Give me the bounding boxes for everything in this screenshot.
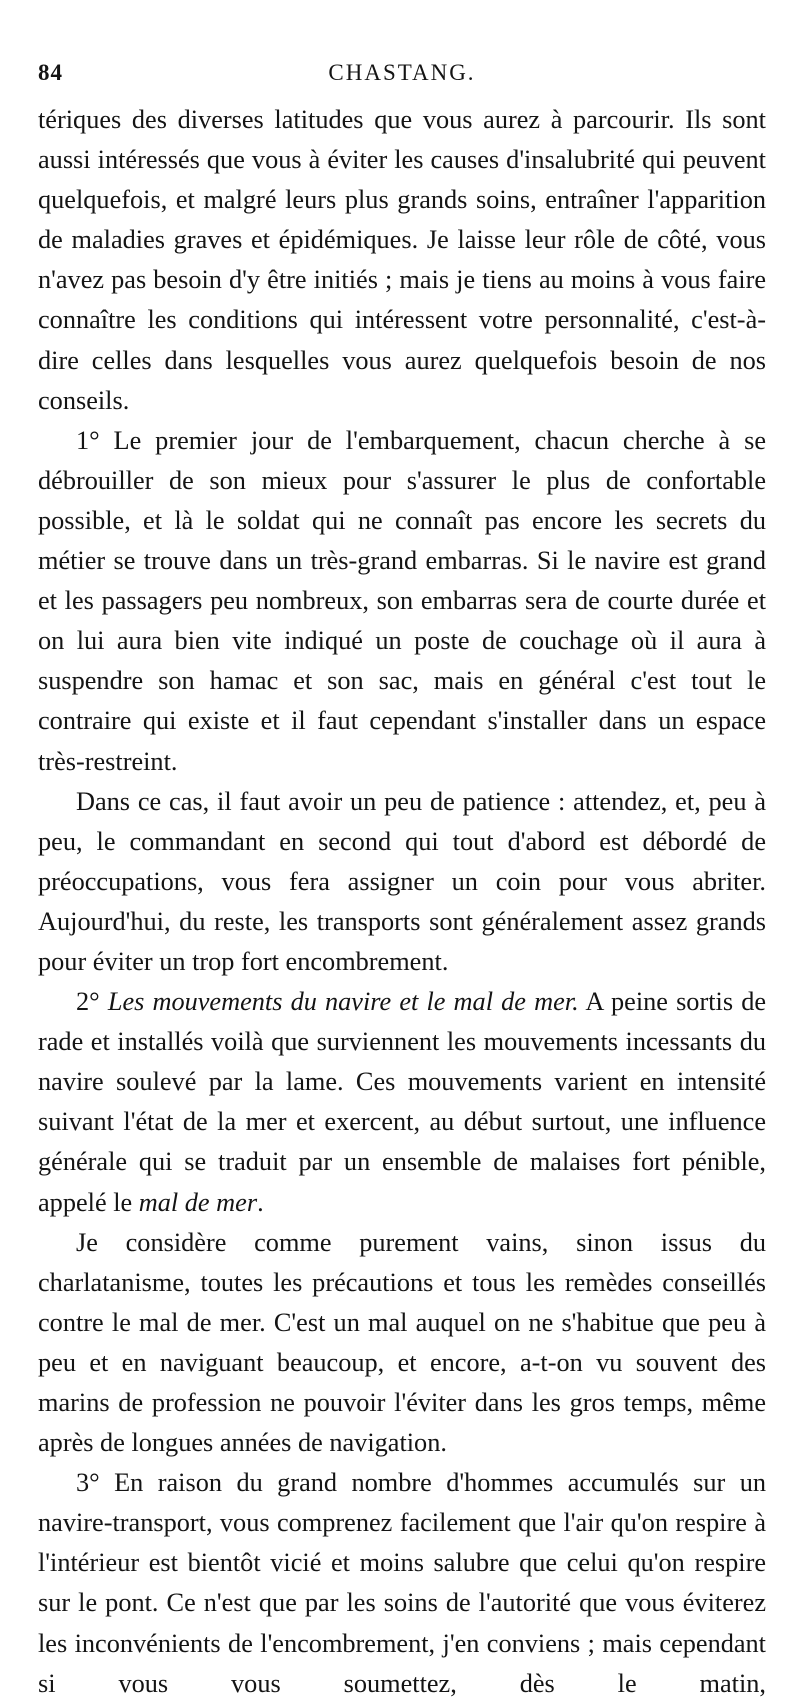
book-page xyxy=(38,60,766,1704)
paragraph-4-end: . xyxy=(257,1187,264,1217)
paragraph-4-text: A peine sortis de rade et installés voilà que surviennent les mouvements incessants du navire soulevé par la lame. Ces mouvements varient en intensité suivant l'état de la mer et exercent, au début surtout, une influence générale qui se traduit par un ensemble de malaises fort pénible, appelé le xyxy=(38,987,767,1217)
section-number: 2° xyxy=(76,987,100,1017)
paragraph-3: Dans ce cas, il faut avoir un peu de patience : attendez, et, peu à peu, le commandant en second qui tout d'abord est débordé de préoccupations, vous fera assigner un coin pour vous abriter. Aujourd'hui, du reste, les transports sont généralement assez grands pour éviter un trop fort encombrement. xyxy=(38,786,766,976)
paragraph-2: 1° Le premier jour de l'embarquement, chacun cherche à se débrouiller de son mieux pour s'assurer le plus de confortable possible, et là le soldat qui ne connaît pas encore les secrets du métier se trouve dans un très-grand embarras. Si le navire est grand et les passagers peu nombreux, son embarras sera de courte durée et on lui aura bien vite indiqué un poste de couchage où il aura à suspendre son hamac et son sac, mais en général c'est tout le contraire qui existe et il faut cependant s'installer dans un espace très-restreint. xyxy=(38,425,766,776)
paragraph-6: 3° En raison du grand nombre d'hommes accumulés sur un navire-transport, vous comprenez facilement que l'air qu'on respire à l'intérieur est bientôt vicié et moins salubre que celui qu'on respire sur le pont. Ce n'est que par les soins de l'autorité que vous éviterez les inconvénients de l'encombrement, j'en conviens ; mais cependant si vous vous soumettez, dès le matin, xyxy=(38,1468,766,1698)
paragraph-1: tériques des diverses latitudes que vous aurez à parcourir. Ils sont aussi intéressés que vous à éviter les causes d'insalubrité qui peuvent quelquefois, et malgré leurs plus grands soins, entraîner l'apparition de maladies graves et épidémiques. Je laisse leur rôle de côté, vous n'avez pas besoin d'y être initiés ; mais je tiens au moins à vous faire connaître les conditions qui intéressent votre personnalité, c'est-à-dire celles dans lesquelles vous aurez quelquefois besoin de nos conseils. xyxy=(38,105,766,415)
page-header xyxy=(38,60,766,100)
running-head: CHASTANG. xyxy=(328,60,476,85)
body-text xyxy=(38,100,766,1704)
page-number: 84 xyxy=(38,60,63,85)
paragraph-4 xyxy=(38,982,766,1223)
section-title: Les mouvements du navire et le mal de mer. xyxy=(107,987,579,1017)
italic-term: mal de mer xyxy=(138,1187,258,1217)
paragraph-5: Je considère comme purement vains, sinon issus du charlatanisme, toutes les précautions et tous les remèdes conseillés contre le mal de mer. C'est un mal auquel on ne s'habitue que peu à peu et en naviguant beaucoup, et encore, a-t-on vu souvent des marins de profession ne pouvoir l'éviter dans les gros temps, même après de longues années de navigation. xyxy=(38,1227,766,1458)
